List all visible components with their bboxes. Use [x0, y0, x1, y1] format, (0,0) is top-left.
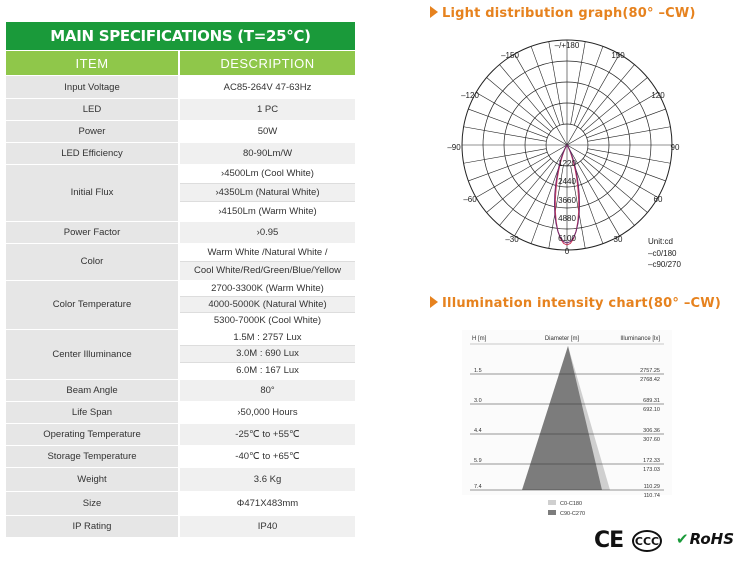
spec-row	[6, 424, 355, 445]
illumination-intensity-chart	[462, 330, 672, 520]
spec-value: 1 PC	[180, 99, 355, 120]
angle-label-180: –/+180	[554, 41, 580, 50]
spec-rows	[6, 76, 355, 537]
spec-label: LED	[6, 99, 178, 120]
spec-row	[6, 380, 355, 401]
spec-value: 4000-5000K (Natural White)	[180, 297, 355, 313]
spec-value: -40℃ to +65℃	[180, 446, 355, 467]
illum-height-label: 7.4	[474, 484, 482, 490]
spec-value: ›0.95	[180, 222, 355, 243]
spec-row	[6, 281, 355, 329]
angle-label-150: 150	[611, 51, 625, 60]
legend-swatch-c90	[548, 510, 556, 515]
illum-legend-c90: C90-C270	[560, 511, 586, 517]
spec-row	[6, 330, 355, 380]
legend-c90-270: –c90/270	[648, 260, 681, 269]
spec-row	[6, 121, 355, 142]
column-header-item: ITEM	[6, 51, 178, 75]
illum-header-illuminance: Illuminance [lx]	[620, 336, 660, 342]
illum-header-diameter: Diameter [m]	[544, 336, 580, 342]
spec-row	[6, 402, 355, 423]
spec-label: Storage Temperature	[6, 446, 178, 467]
spec-value: IP40	[180, 516, 355, 537]
spec-row	[6, 99, 355, 120]
spec-label: Size	[6, 492, 178, 515]
illum-lux-c0: 306.36	[643, 428, 660, 434]
ce-logo: CE	[594, 528, 624, 553]
spec-value-cell	[180, 468, 355, 491]
polar-spoke	[583, 158, 647, 212]
illumination-title	[430, 296, 721, 311]
spec-value: ›4350Lm (Natural White)	[180, 184, 355, 203]
spec-value: 6.0M : 167 Lux	[180, 363, 355, 380]
light-distribution-title-text: Light distribution graph(80° –CW)	[442, 6, 696, 21]
angle-label-90: 90	[670, 143, 680, 152]
light-distribution-graph	[440, 32, 730, 282]
rohs-text: RoHS	[689, 530, 735, 548]
spec-label: Weight	[6, 468, 178, 491]
spec-value: 50W	[180, 121, 355, 142]
polar-spoke	[549, 42, 564, 125]
illum-height-label: 3.0	[474, 398, 482, 404]
spec-value-cell	[180, 516, 355, 537]
spec-value: Φ471X483mm	[180, 492, 355, 515]
polar-spoke	[500, 161, 554, 225]
spec-value-cell	[180, 244, 355, 280]
legend-c0-180: –c0/180	[648, 249, 677, 258]
angle-label-neg60: –60	[463, 195, 477, 204]
spec-row	[6, 468, 355, 491]
illum-lux-c90: 307.60	[643, 437, 660, 443]
spec-label: Life Span	[6, 402, 178, 423]
illum-lux-c0: 689.31	[643, 398, 660, 404]
spec-value: ›4150Lm (Warm White)	[180, 202, 355, 221]
spec-label: Color	[6, 244, 178, 280]
angle-label-30: 30	[613, 235, 623, 244]
polar-spoke	[587, 109, 666, 138]
illum-header-h: H [m]	[472, 336, 487, 342]
polar-labels	[447, 41, 681, 269]
polar-spoke	[464, 127, 547, 142]
spec-value: 5300-7000K (Cool White)	[180, 313, 355, 329]
angle-label-neg150: –150	[501, 51, 519, 60]
spec-value: -25℃ to +55℃	[180, 424, 355, 445]
radial-label-2440: 2440	[558, 177, 576, 186]
polar-spoke	[531, 46, 560, 125]
rohs-logo	[676, 530, 734, 548]
spec-row	[6, 165, 355, 221]
angle-label-neg120: –120	[461, 91, 479, 100]
spec-value-cell	[180, 492, 355, 515]
illum-lux-c90: 110.74	[643, 493, 660, 499]
spec-value: ›4500Lm (Cool White)	[180, 165, 355, 184]
spec-value-cell	[180, 99, 355, 120]
illumination-title-text: Illumination intensity chart(80° –CW)	[442, 296, 721, 311]
spec-value-cell	[180, 330, 355, 380]
illum-lux-c0: 2757.25	[640, 368, 660, 374]
spec-label: IP Rating	[6, 516, 178, 537]
spec-value-cell	[180, 121, 355, 142]
spec-row	[6, 492, 355, 515]
spec-row	[6, 244, 355, 280]
spec-value: 80-90Lm/W	[180, 143, 355, 164]
polar-spoke	[468, 152, 547, 181]
radial-label-6100: 6100	[558, 234, 576, 243]
spec-value: AC85-264V 47-63Hz	[180, 76, 355, 98]
illum-lux-c0: 172.33	[643, 458, 660, 464]
spec-label: Color Temperature	[6, 281, 178, 329]
spec-value-cell	[180, 380, 355, 401]
spec-header-row	[6, 51, 355, 75]
triangle-icon	[430, 296, 438, 308]
angle-label-neg90: –90	[447, 143, 461, 152]
unit-label: Unit:cd	[648, 237, 673, 246]
spec-value: 3.0M : 690 Lux	[180, 346, 355, 363]
check-icon: ✔	[676, 530, 689, 548]
spec-row	[6, 143, 355, 164]
spec-value: ›50,000 Hours	[180, 402, 355, 423]
polar-spoke	[588, 127, 671, 142]
spec-label: Operating Temperature	[6, 424, 178, 445]
spec-row	[6, 76, 355, 98]
column-header-description: DESCRIPTION	[180, 51, 355, 75]
illum-lux-c0: 110.29	[643, 484, 660, 490]
angle-label-0: 0	[564, 247, 570, 256]
angle-label-60: 60	[653, 195, 663, 204]
polar-spoke	[468, 109, 547, 138]
spec-label: LED Efficiency	[6, 143, 178, 164]
spec-label: Power Factor	[6, 222, 178, 243]
light-distribution-title	[430, 6, 696, 21]
spec-value: 80°	[180, 380, 355, 401]
spec-label: Power	[6, 121, 178, 142]
illum-lux-c90: 173.03	[643, 467, 660, 473]
spec-value: Warm White /Natural White /	[180, 244, 355, 262]
illum-height-label: 1.5	[474, 368, 482, 374]
spec-value-cell	[180, 165, 355, 221]
specifications-table	[6, 22, 355, 537]
spec-value: 1.5M : 2757 Lux	[180, 330, 355, 347]
angle-label-120: 120	[651, 91, 665, 100]
spec-value-cell	[180, 76, 355, 98]
radial-label-1220: 1220	[558, 159, 576, 168]
spec-value: 2700-3300K (Warm White)	[180, 281, 355, 297]
spec-row	[6, 446, 355, 467]
spec-title: MAIN SPECIFICATIONS (T=25℃)	[6, 22, 355, 50]
spec-value: 3.6 Kg	[180, 468, 355, 491]
ccc-logo: CCC	[632, 530, 662, 552]
spec-label: Center Illuminance	[6, 330, 178, 380]
spec-row	[6, 516, 355, 537]
spec-value-cell	[180, 424, 355, 445]
triangle-icon	[430, 6, 438, 18]
polar-spoke	[574, 46, 603, 125]
spec-value-cell	[180, 143, 355, 164]
spec-value: Cool White/Red/Green/Blue/Yellow	[180, 262, 355, 280]
illum-lux-c90: 692.10	[643, 407, 660, 413]
illum-height-label: 4.4	[474, 428, 482, 434]
polar-spoke	[588, 149, 671, 164]
polar-spoke	[487, 78, 551, 132]
polar-spoke	[587, 152, 666, 181]
polar-spoke	[487, 158, 551, 212]
spec-label: Initial Flux	[6, 165, 178, 221]
polar-spoke	[583, 78, 647, 132]
polar-spoke	[580, 65, 634, 129]
radial-label-4880: 4880	[558, 214, 576, 223]
spec-value-cell	[180, 281, 355, 329]
spec-value-cell	[180, 446, 355, 467]
polar-spoke	[580, 161, 634, 225]
polar-spoke	[571, 42, 586, 125]
illum-lux-c90: 2768.42	[640, 377, 660, 383]
illum-legend-c0: C0-C180	[560, 501, 583, 507]
legend-swatch-c0	[548, 500, 556, 505]
spec-row	[6, 222, 355, 243]
spec-label: Input Voltage	[6, 76, 178, 98]
angle-label-neg30: –30	[505, 235, 519, 244]
polar-spoke	[464, 149, 547, 164]
radial-label-3660: 3660	[558, 196, 576, 205]
spec-value-cell	[180, 222, 355, 243]
spec-value-cell	[180, 402, 355, 423]
polar-spoke	[500, 65, 554, 129]
illum-height-label: 5.9	[474, 458, 482, 464]
spec-label: Beam Angle	[6, 380, 178, 401]
